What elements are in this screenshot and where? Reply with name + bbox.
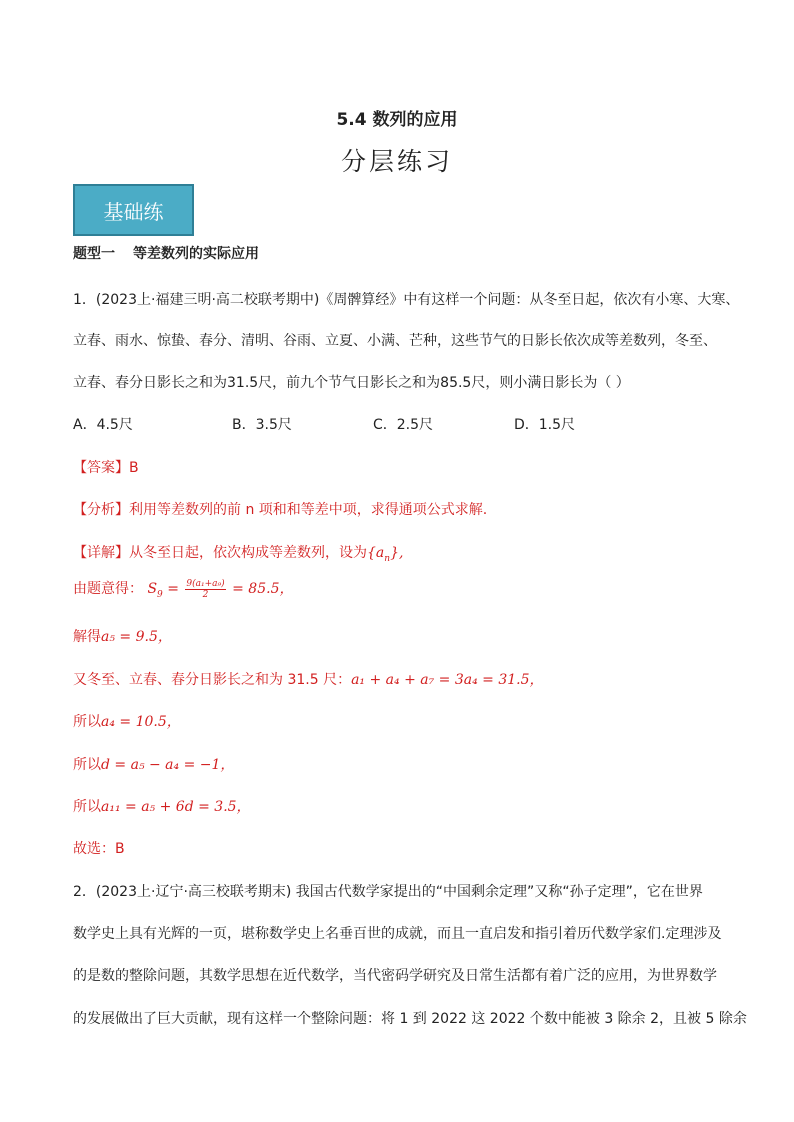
analysis-text: 【分析】利用等差数列的前 n 项和和等差中项，求得通项公式求解. bbox=[73, 502, 488, 518]
q2-line-2: 数学史上具有光辉的一页，堪称数学史上名垂百世的成就，而且一直启发和指引着历代数学家们.定理涉及 bbox=[73, 926, 722, 942]
detail-line-3: 解得a₅ = 9.5， bbox=[73, 629, 172, 645]
detail-line-6: 所以d = a₅ − a₄ = −1， bbox=[73, 757, 235, 773]
detail-line-5: 所以a₄ = 10.5， bbox=[73, 714, 181, 730]
detail-line-7: 所以a₁₁ = a₅ + 6d = 3.5， bbox=[73, 799, 251, 815]
q1-line-2: 立春、雨水、惊蛰、春分、清明、谷雨、立夏、小满、芒种，这些节气的日影长依次成等差数列，冬至、 bbox=[73, 333, 717, 349]
section-name: 等差数列的实际应用 bbox=[133, 246, 259, 262]
detail-text: 由题意得： bbox=[73, 581, 143, 597]
q1-option-c: C．2.5尺 bbox=[373, 417, 434, 433]
q1-line-1: 1．(2023上·福建三明·高二校联考期中)《周髀算经》中有这样一个问题：从冬至日起，依次有小寒、大寒、 bbox=[73, 292, 740, 308]
detail-sequence: $\{a_n\}$, bbox=[367, 545, 404, 564]
section-label: 题型一 bbox=[73, 246, 115, 262]
detail-line-4: 又冬至、立春、春分日影长之和为 31.5 尺：a₁ + a₄ + a₇ = 3a₄ = 31.5， bbox=[73, 672, 544, 688]
detail-line-2 bbox=[73, 578, 293, 600]
q1-line-3: 立春、春分日影长之和为31.5尺，前九个节气日影长之和为85.5尺，则小满日影长为（ ） bbox=[73, 375, 630, 391]
level-badge: 基础练 bbox=[73, 184, 194, 236]
choose-answer: 故选：B bbox=[73, 841, 125, 857]
q2-line-1: 2．(2023上·辽宁·高三校联考期末) 我国古代数学家提出的“中国剩余定理”又称“孙子定理”，它在世界 bbox=[73, 884, 703, 900]
page-subtitle: 分层练习 bbox=[340, 147, 453, 176]
answer-label: 【答案】B bbox=[73, 460, 139, 476]
q1-option-d: D．1.5尺 bbox=[514, 417, 576, 433]
fraction: $\frac{\text{9(a₁+a₉)}}{2}$ bbox=[186, 578, 225, 600]
section-heading bbox=[73, 243, 259, 263]
page-title: 5.4 数列的应用 bbox=[336, 110, 458, 130]
q2-line-3: 的是数的整除问题，其数学思想在近代数学，当代密码学研究及日常生活都有着广泛的应用，为世界数学 bbox=[73, 968, 717, 984]
detail-line-1 bbox=[73, 542, 403, 564]
q1-option-a: A．4.5尺 bbox=[73, 417, 133, 433]
q1-option-b: B．3.5尺 bbox=[232, 417, 292, 433]
detail-text: 【详解】从冬至日起，依次构成等差数列，设为 bbox=[73, 545, 367, 561]
sum-formula: $S_9$ = $\frac{\text{9(a₁+a₉)}}{2}$ = 85.5， bbox=[147, 578, 294, 600]
q2-line-4: 的发展做出了巨大贡献，现有这样一个整除问题：将 1 到 2022 这 2022 个数中能被 3 除余 2，且被 5 除余 bbox=[73, 1011, 747, 1027]
